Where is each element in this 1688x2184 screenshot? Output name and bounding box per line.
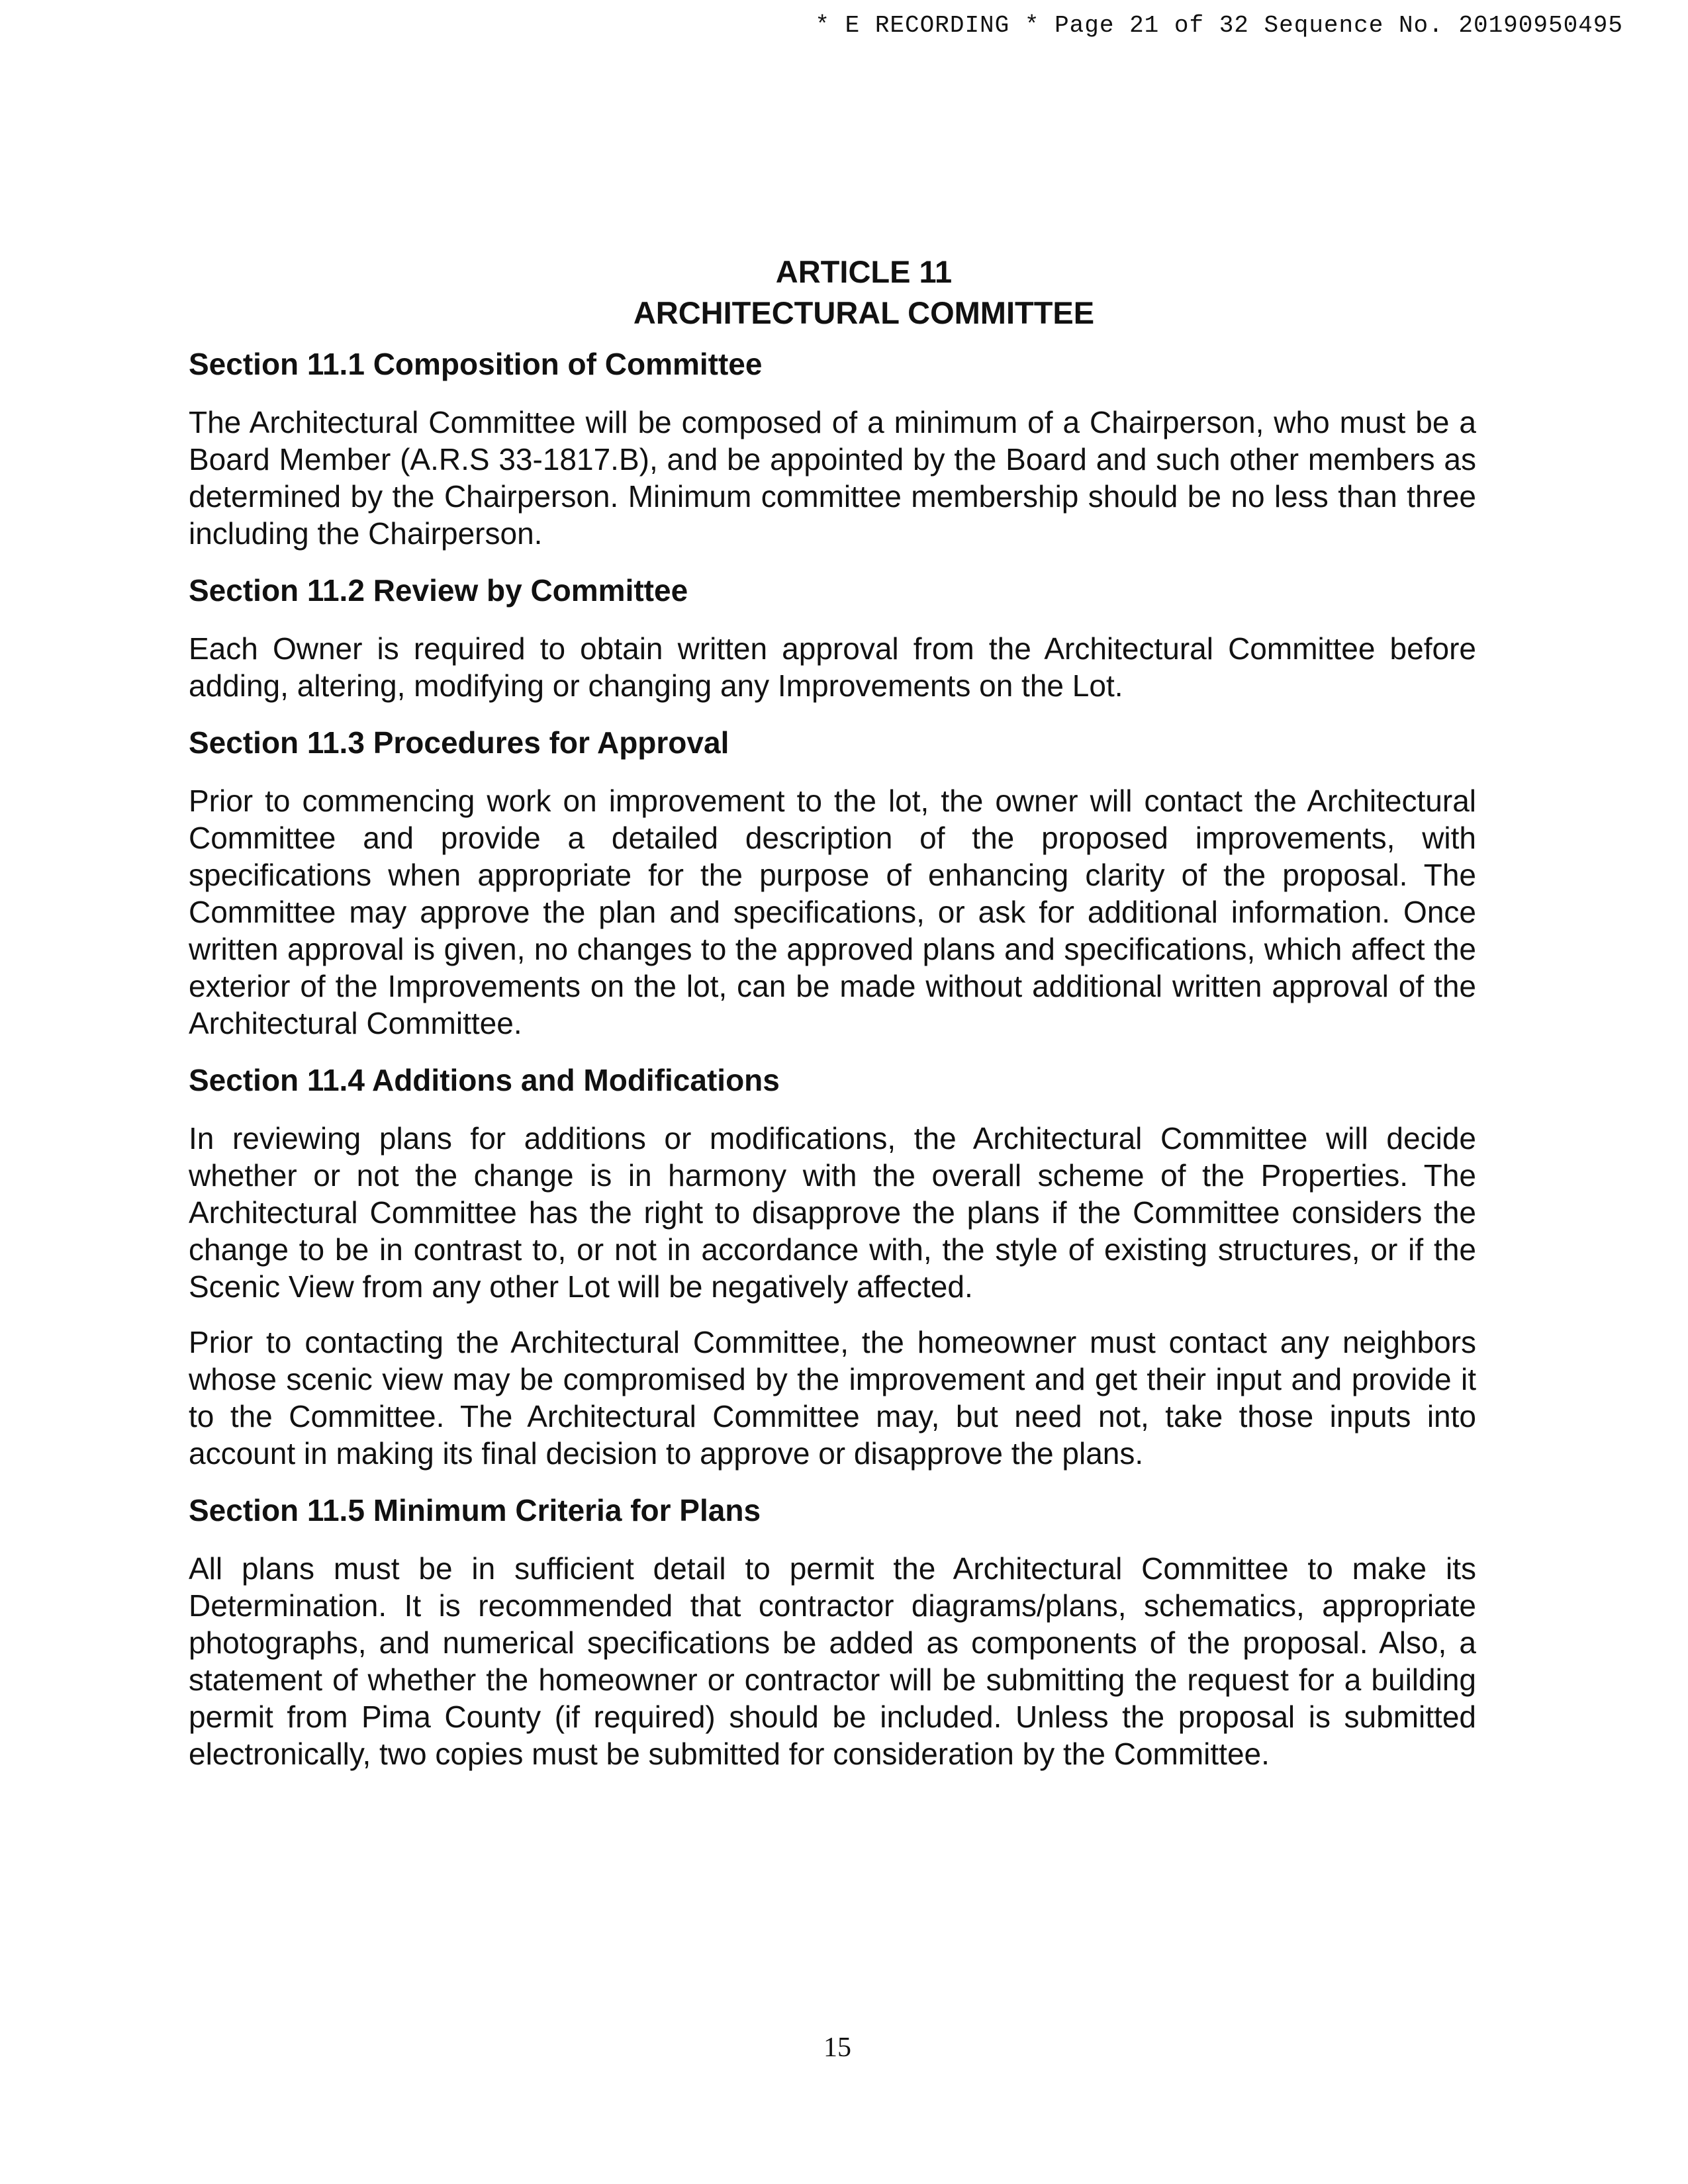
page-number: 15 [823, 2032, 851, 2063]
recording-header: * E RECORDING * Page 21 of 32 Sequence No. 20190950495 [815, 12, 1623, 39]
article-heading [0, 251, 1688, 334]
section-11-3-title: Section 11.3 Procedures for Approval [189, 725, 729, 760]
section-11-3-paragraph: Prior to commencing work on improvement to the lot, the owner will contact the Architectural Committee and provide a detailed description of the proposed improvements, with specifications when appropriate for the purpose of enhancing clarity of the proposal. The Committee may approve the plan and specifications, or ask for additional information. Once written approval is given, no changes to the approved plans and specifications, which affect the exterior of the Improvements on the lot, can be made without additional written approval of the Architectural Committee. [189, 784, 1476, 1040]
document-body [189, 344, 1476, 1791]
section-11-4-paragraph-1: In reviewing plans for additions or modifications, the Architectural Committee will decide whether or not the change is in harmony with the overall scheme of the Properties. The Architectural Committee has the right to disapprove the plans if the Committee considers the change to be in contrast to, or not in accordance with, the style of existing structures, or if the Scenic View from any other Lot will be negatively affected. [189, 1121, 1476, 1304]
article-number: ARTICLE 11 [775, 254, 953, 289]
section-11-4-paragraph-2: Prior to contacting the Architectural Committee, the homeowner must contact any neighbors whose scenic view may be compromised by the improvement and get their input and provide it to the Committee. The Architectural Committee may, but need not, take those inputs into account in making its final decision to approve or disapprove the plans. [189, 1325, 1476, 1471]
section-11-5-paragraph: All plans must be in sufficient detail to permit the Architectural Committee to make its Determination. It is recommended that contractor diagrams/plans, schematics, appropriate photographs, and numerical specifications be added as components of the proposal. Also, a statement of whether the homeowner or contractor will be submitting the request for a building permit from Pima County (if required) should be included. Unless the proposal is submitted electronically, two copies must be submitted for consideration by the Committee. [189, 1551, 1476, 1771]
article-title: ARCHITECTURAL COMMITTEE [633, 295, 1095, 330]
section-11-4-title: Section 11.4 Additions and Modifications [189, 1063, 780, 1097]
section-11-1-title: Section 11.1 Composition of Committee [189, 347, 763, 381]
section-11-5-title: Section 11.5 Minimum Criteria for Plans [189, 1493, 761, 1527]
section-11-2-title: Section 11.2 Review by Committee [189, 573, 688, 608]
section-11-1-paragraph: The Architectural Committee will be composed of a minimum of a Chairperson, who must be a Board Member (A.R.S 33-1817.B), and be appointed by the Board and such other members as determined by the Chairperson. Minimum committee membership should be no less than three including the Chairperson. [189, 405, 1476, 551]
section-11-2-paragraph: Each Owner is required to obtain written approval from the Architectural Committee before adding, altering, modifying or changing any Improvements on the Lot. [189, 631, 1476, 703]
